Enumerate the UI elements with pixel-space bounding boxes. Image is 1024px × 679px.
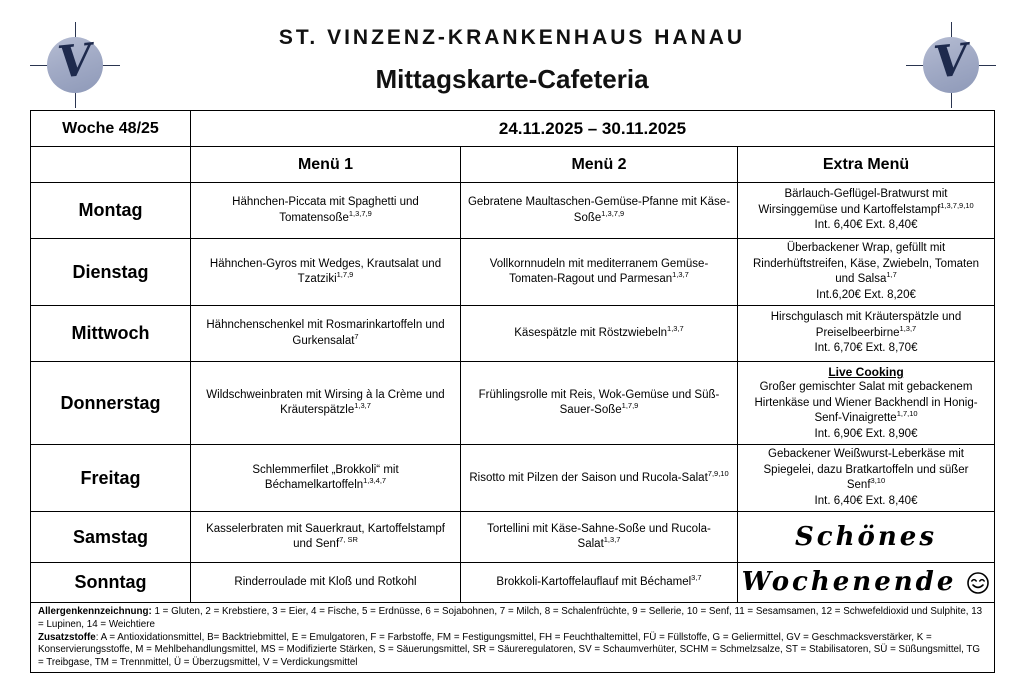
legend-block <box>31 603 995 673</box>
day-label: Samstag <box>31 512 191 563</box>
dish-text: Risotto mit Pilzen der Saison und Rucola-Salat$^{7,9,10}$ <box>469 468 729 484</box>
menu-row-sonntag <box>31 563 995 603</box>
dish-text: Großer gemischter Salat mit gebackenem Hirtenkäse und Wiener Backhendl in Honig-Senf-Vinaigrette$^{1,7,10}$ <box>754 381 978 425</box>
day-label: Freitag <box>31 445 191 512</box>
menu2-cell <box>461 445 738 512</box>
column-header-menu2: Menü 2 <box>461 147 738 183</box>
logo-v-letter: V <box>55 34 95 89</box>
dish-text: Hähnchenschenkel mit Rosmarinkartoffeln und Gurkensalat$^7$ <box>206 319 445 347</box>
extra-menu-cell <box>738 306 995 362</box>
dish-text: Käsespätzle mit Röstzwiebeln$^{1,3,7}$ <box>514 323 684 339</box>
menu2-cell <box>461 239 738 306</box>
extra-menu-cell <box>738 563 995 603</box>
weekend-script-text: Wochenende <box>744 565 988 600</box>
extra-menu-cell <box>738 445 995 512</box>
dish-text: Rinderroulade mit Kloß und Rotkohl <box>234 576 417 589</box>
dish-text: Brokkoli-Kartoffelauflauf mit Béchamel$^{3,7}$ <box>496 573 702 589</box>
menu-row-dienstag <box>31 239 995 306</box>
menu-table <box>30 110 995 673</box>
dish-text: Tortellini mit Käse-Sahne-Soße und Rucola-Salat$^{1,3,7}$ <box>487 522 711 551</box>
menu1-cell <box>191 512 461 563</box>
menu2-cell <box>461 512 738 563</box>
date-range: 24.11.2025 – 30.11.2025 <box>191 111 995 147</box>
menu1-cell <box>191 239 461 306</box>
price-label: Int. 6,90€ Ext. 8,90€ <box>814 427 918 440</box>
additive-legend-text: : A = Antioxidationsmittel, B= Backtriebmittel, E = Emulgatoren, F = Farbstoffe, FM = Festigungsmittel, FH = Feuchthaltemittel, FÜ = Füllstoffe, G = Geliermittel, GV = Geschmacksverstärker, K = Konservierungsstoffe, M = Mehlbehandlungsmittel, MS = Modifizierte Stärken, S = Säuerungsmittel, SR = Säureregulatoren, SV = Schaumverhüter, SCHM = Schmelzsalze, ST = Stabilisatoren, SÜ = Süßungsmittel, TG = Treibgase, TM = Trennmittel, Ü = Überzugsmittel, V = Verdickungsmittel <box>38 631 981 668</box>
week-row <box>31 111 995 147</box>
day-label: Mittwoch <box>31 306 191 362</box>
menu2-cell <box>461 362 738 445</box>
menu-row-mittwoch <box>31 306 995 362</box>
day-label: Donnerstag <box>31 362 191 445</box>
hospital-name: ST. VINZENZ-KRANKENHAUS HANAU <box>278 26 746 49</box>
dish-text: Frühlingsrolle mit Reis, Wok-Gemüse und Süß-Sauer-Soße$^{1,7,9}$ <box>478 388 720 417</box>
allergen-legend-label: Allergenkennzeichnung: <box>38 606 152 618</box>
dish-text: Hähnchen-Piccata mit Spaghetti und Tomatensoße$^{1,3,7,9}$ <box>232 195 419 224</box>
day-label: Dienstag <box>31 239 191 306</box>
extra-menu-cell <box>738 239 995 306</box>
menu1-cell <box>191 563 461 603</box>
allergen-legend-text: 1 = Gluten, 2 = Krebstiere, 3 = Eier, 4 = Fische, 5 = Erdnüsse, 6 = Sojabohnen, 7 = Milch, 8 = Schalenfrüchte, 9 = Sellerie, 10 = Senf, 11 = Sesamsamen, 12 = Schwefeldioxid und Sulphite, 13 = Lupinen, 14 = Weichtiere <box>38 606 983 630</box>
menu-row-samstag <box>31 512 995 563</box>
dish-text: Hähnchen-Gyros mit Wedges, Krautsalat und Tzatziki$^{1,7,9}$ <box>209 257 442 286</box>
dish-text: Bärlauch-Geflügel-Bratwurst mit Wirsinggemüse und Kartoffelstampf$^{1,3,7,9,10}$ <box>758 188 974 216</box>
dish-text: Überbackener Wrap, gefüllt mit Rinderhüftstreifen, Käse, Zwiebeln, Tomaten und Salsa$^{1,7}$ <box>752 242 980 286</box>
weekend-script-text: Schönes <box>795 521 937 552</box>
column-header-extra: Extra Menü <box>738 147 995 183</box>
menu2-cell <box>461 563 738 603</box>
price-label: Int.6,20€ Ext. 8,20€ <box>816 288 916 301</box>
menu-row-freitag <box>31 445 995 512</box>
column-header-row <box>31 147 995 183</box>
dish-text: Schlemmerfilet „Brokkoli“ mit Béchamelkartoffeln$^{1,3,4,7}$ <box>252 463 399 492</box>
corner-cell <box>31 147 191 183</box>
additive-legend <box>38 632 987 670</box>
menu2-cell <box>461 183 738 239</box>
live-cooking-heading: Live Cooking <box>828 365 904 380</box>
menu1-cell <box>191 183 461 239</box>
column-header-menu1: Menü 1 <box>191 147 461 183</box>
menu-row-montag <box>31 183 995 239</box>
dish-text: Wildschweinbraten mit Wirsing à la Crème und Kräuterspätzle$^{1,3,7}$ <box>206 388 445 417</box>
additive-legend-label: Zusatzstoffe <box>38 631 96 643</box>
page-title: Mittagskarte-Cafeteria <box>375 64 649 94</box>
menu1-cell <box>191 445 461 512</box>
extra-menu-cell <box>738 512 995 563</box>
menu1-cell <box>191 362 461 445</box>
allergen-legend <box>38 606 987 631</box>
price-label: Int. 6,70€ Ext. 8,70€ <box>814 342 918 355</box>
week-label: Woche 48/25 <box>31 111 191 147</box>
price-label: Int. 6,40€ Ext. 8,40€ <box>814 219 918 232</box>
extra-menu-cell <box>738 183 995 239</box>
menu2-cell <box>461 306 738 362</box>
dish-text: Hirschgulasch mit Kräuterspätzle und Preiselbeerbirne$^{1,3,7}$ <box>770 311 962 339</box>
dish-text: Vollkornnudeln mit mediterranem Gemüse-Tomaten-Ragout und Parmesan$^{1,3,7}$ <box>489 257 709 286</box>
day-label: Sonntag <box>31 563 191 603</box>
footer-row <box>31 603 995 673</box>
menu-row-donnerstag <box>31 362 995 445</box>
smiley-icon <box>966 571 990 595</box>
logo-v-letter: V <box>931 34 971 89</box>
dish-text: Gebackener Weißwurst-Leberkäse mit Spiegelei, dazu Bratkartoffeln und süßer Senf$^{3,10}$ <box>763 448 969 492</box>
menu1-cell <box>191 306 461 362</box>
day-label: Montag <box>31 183 191 239</box>
extra-menu-cell <box>738 362 995 445</box>
dish-text: Gebratene Maultaschen-Gemüse-Pfanne mit Käse-Soße$^{1,3,7,9}$ <box>467 195 731 224</box>
dish-text: Kasselerbraten mit Sauerkraut, Kartoffelstampf und Senf$^{7, SR}$ <box>206 522 445 551</box>
price-label: Int. 6,40€ Ext. 8,40€ <box>814 494 918 507</box>
